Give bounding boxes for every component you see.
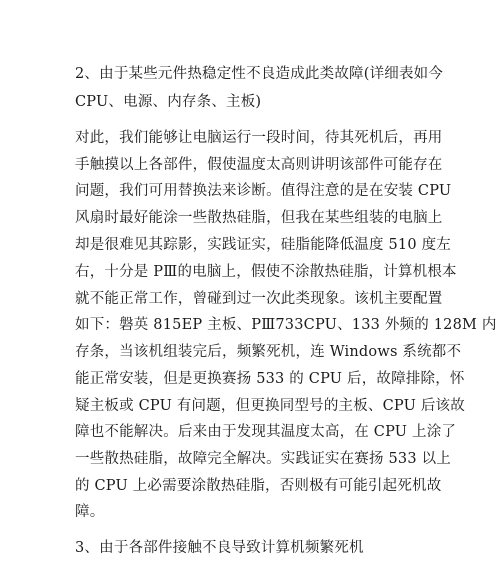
paragraph-line-13: 一些散热硅脂，故障完全解决。实践证实在赛扬 533 以上 bbox=[75, 451, 451, 467]
section-2-heading-line-1: 2、由于某些元件热稳定性不良造成此类故障(详细表如今 bbox=[75, 66, 444, 82]
paragraph-line-3: 问题，我们可用替换法来诊断。值得注意的是在安装 CPU bbox=[75, 183, 452, 199]
paragraph-line-14: 的 CPU 上必需要涂散热硅脂，否则极有可能引起死机故 bbox=[75, 478, 442, 494]
paragraph-line-10: 能正常安装，但是更换赛扬 533 的 CPU 后，故障排除，怀 bbox=[75, 371, 465, 387]
section-2-heading-line-2: CPU、电源、内存条、主板) bbox=[75, 94, 262, 110]
paragraph-line-8: 如下：磐英 815EP 主板、PⅢ733CPU、133 外频的 128M 内 bbox=[75, 317, 497, 333]
paragraph-line-2: 手触摸以上各部件，假使温度太高则讲明该部件可能存在 bbox=[75, 157, 443, 173]
paragraph-line-5: 却是很难见其踪影，实践证实，硅脂能降低温度 510 度左 bbox=[75, 237, 451, 253]
paragraph-line-12: 障也不能解决。后来由于发现其温度太高，在 CPU 上涂了 bbox=[75, 424, 457, 440]
paragraph-line-1: 对此，我们能够让电脑运行一段时间，待其死机后，再用 bbox=[75, 130, 443, 146]
paragraph-line-9: 存条，当该机组装完后，频繁死机，连 Windows 系统都不 bbox=[75, 344, 462, 360]
paragraph-line-7: 就不能正常工作，曾碰到过一次此类现象。该机主要配置 bbox=[75, 291, 443, 307]
paragraph-line-11: 疑主板或 CPU 有问题，但更换同型号的主板、CPU 后该故 bbox=[75, 398, 465, 414]
paragraph-line-6: 右，十分是 PⅢ的电脑上，假使不涂散热硅脂，计算机根本 bbox=[75, 264, 457, 280]
paragraph-line-15: 障。 bbox=[75, 504, 105, 520]
paragraph-line-4: 风扇时最好能涂一些散热硅脂，但我在某些组装的电脑上 bbox=[75, 210, 443, 226]
section-3-heading-line-1: 3、由于各部件接触不良导致计算机频繁死机 bbox=[75, 540, 364, 556]
